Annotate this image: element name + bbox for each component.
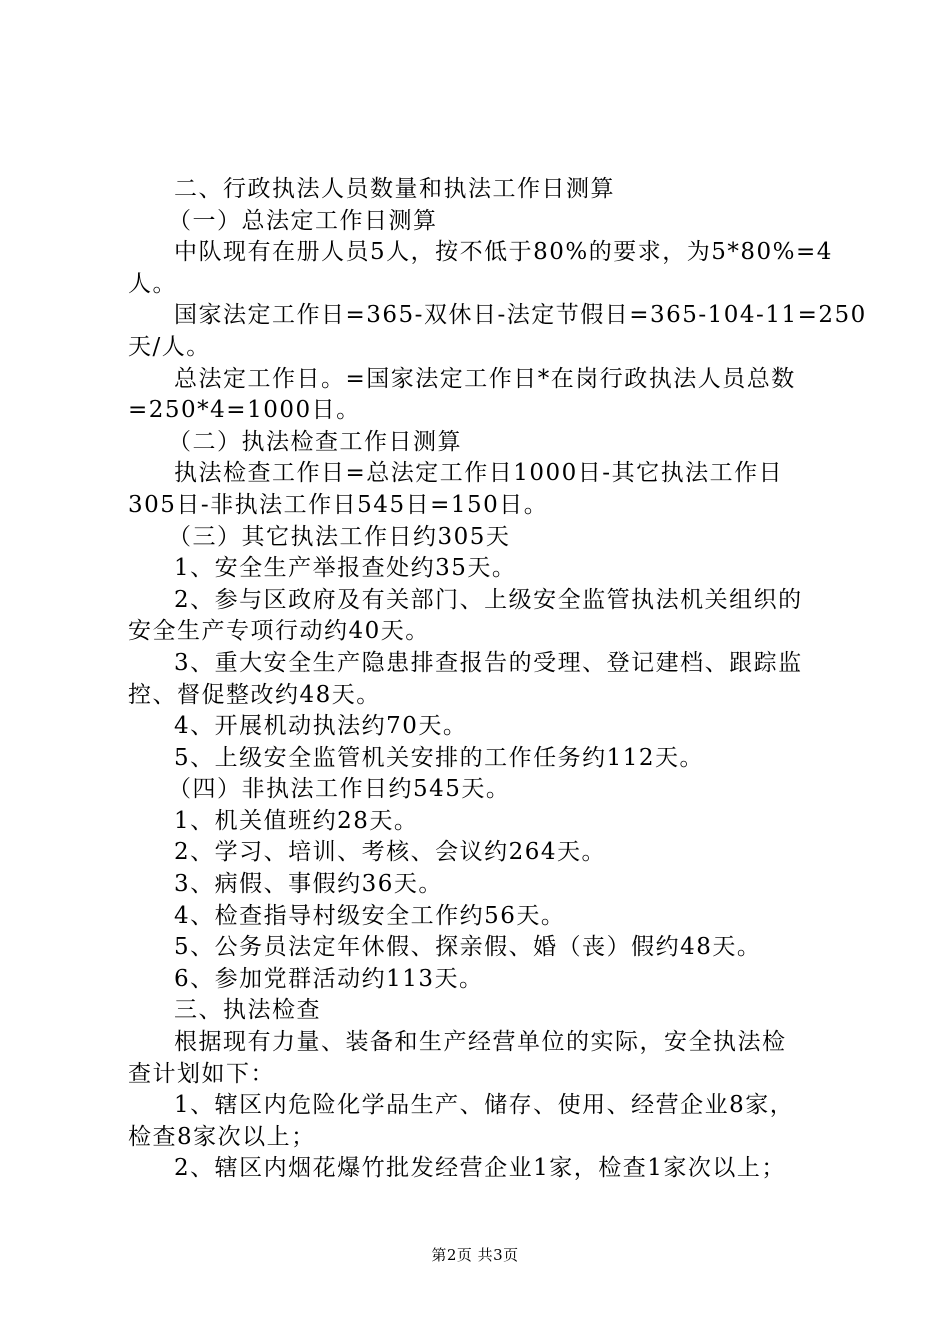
paragraph-line: 中队现有在册人员5人，按不低于80%的要求，为5*80%=4 [174,239,833,266]
paragraph-line: 根据现有力量、装备和生产经营单位的实际，安全执法检 [174,1029,787,1056]
paragraph-line: 国家法定工作日=365-双休日-法定节假日=365-104-11=250 [174,302,867,329]
subsection-heading: （二）执法检查工作日测算 [168,428,462,455]
list-item: 1、辖区内危险化学品生产、储存、使用、经营企业8家， [174,1092,795,1119]
list-item-continuation: 控、督促整改约48天。 [128,681,381,708]
list-item: 1、机关值班约28天。 [174,807,419,834]
list-item: 2、辖区内烟花爆竹批发经营企业1家，检查1家次以上； [174,1155,786,1182]
list-item: 5、上级安全监管机关安排的工作任务约112天。 [174,744,705,771]
paragraph-line: =250*4=1000日。 [128,397,361,424]
list-item: 2、学习、培训、考核、会议约264天。 [174,839,607,866]
section-heading: 二、行政执法人员数量和执法工作日测算 [174,176,615,202]
list-item: 4、检查指导村级安全工作约56天。 [174,902,566,929]
list-item: 4、开展机动执法约70天。 [174,713,468,740]
subsection-heading: （三）其它执法工作日约305天 [168,523,511,550]
page-footer: 第2页 共3页 [431,1246,519,1264]
list-item: 5、公务员法定年休假、探亲假、婚（丧）假约48天。 [174,934,762,961]
paragraph-line: 总法定工作日。=国家法定工作日*在岗行政执法人员总数 [174,365,796,392]
list-item: 3、重大安全生产隐患排查报告的受理、登记建档、跟踪监 [174,649,803,676]
subsection-heading: （一）总法定工作日测算 [168,207,438,234]
list-item: 6、参加党群活动约113天。 [174,965,484,992]
list-item: 1、安全生产举报查处约35天。 [174,555,517,582]
paragraph-line: 人。 [128,270,177,297]
paragraph-line: 执法检查工作日=总法定工作日1000日-其它执法工作日 [174,460,784,487]
list-item-continuation: 安全生产专项行动约40天。 [128,618,430,645]
document-body [128,174,867,1185]
section-heading: 三、执法检查 [174,997,321,1024]
list-item-continuation: 检查8家次以上； [128,1123,316,1150]
subsection-heading: （四）非执法工作日约545天。 [168,776,511,803]
list-item: 2、参与区政府及有关部门、上级安全监管执法机关组织的 [174,586,803,613]
list-item: 3、病假、事假约36天。 [174,871,443,898]
paragraph-line: 查计划如下： [128,1060,275,1087]
paragraph-line: 天/人。 [128,333,211,360]
paragraph-line: 305日-非执法工作日545日=150日。 [128,491,549,518]
